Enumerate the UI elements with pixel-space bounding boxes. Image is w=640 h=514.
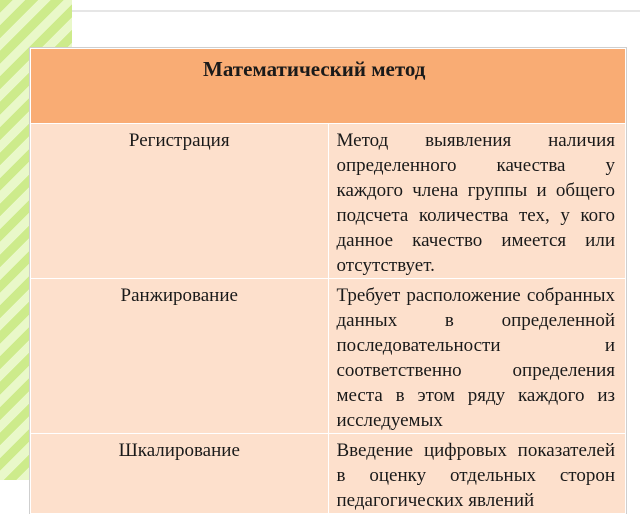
table-title: Математический метод <box>31 49 626 124</box>
top-divider <box>72 10 640 12</box>
description-cell: Метод выявления наличия определенного качества у каждого члена группы и общего подсчета количества тех, у кого данное качество имеется или отсутствует. <box>328 124 626 279</box>
term-cell: Шкалирование <box>31 434 329 514</box>
table-row <box>31 434 626 514</box>
term-cell: Регистрация <box>31 124 329 279</box>
term-cell: Ранжирование <box>31 279 329 434</box>
description-cell: Требует расположение собранных данных в определенной последовательности и соответственно определения места в этом ряду каждого из исследуемых <box>328 279 626 434</box>
description-cell: Введение цифровых показателей в оценку отдельных сторон педагогических явлений <box>328 434 626 514</box>
method-table <box>30 48 626 514</box>
table-row <box>31 124 626 279</box>
table-row <box>31 279 626 434</box>
table-header-row <box>31 49 626 124</box>
